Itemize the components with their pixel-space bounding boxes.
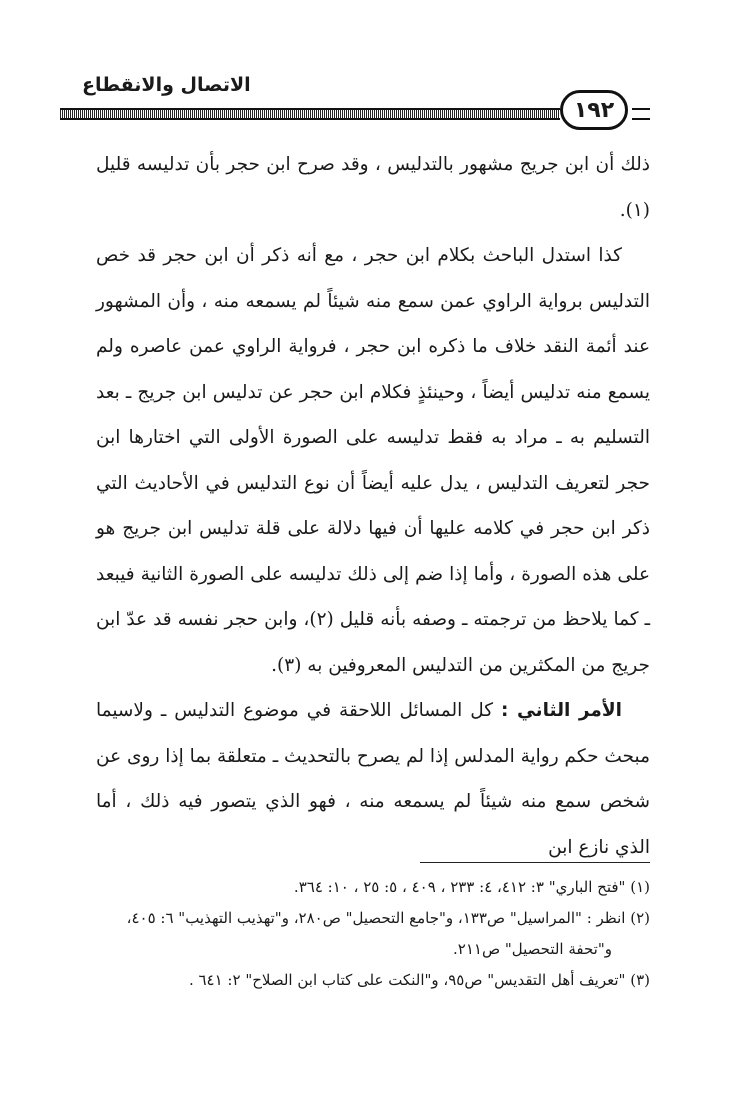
- footnote-3: (٣) "تعريف أهل التقديس" ص٩٥، و"النكت على كتاب ابن الصلاح" ٢: ٦٤١ .: [188, 971, 650, 989]
- term-label: الأمر الثاني :: [501, 700, 622, 721]
- main-text: [96, 142, 650, 870]
- footnote-2: (٢) انظر : "المراسيل" ص١٣٣، و"جامع التحصيل" ص٢٨٠، و"تهذيب التهذيب" ٦: ٤٠٥،: [126, 909, 650, 927]
- footnotes: [96, 872, 650, 996]
- page-number: ١٩٢: [560, 90, 628, 130]
- paragraph: كذا استدل الباحث بكلام ابن حجر ، مع أنه ذكر أن ابن حجر قد خص التدليس برواية الراوي عمن سمع منه شيئاً لم يسمعه منه ، وأن المشهور عند أئمة النقد خلاف ما ذكره ابن حجر ، فرواية الراوي عمن عاصره ولم يسمع منه تدليس أيضاً ، وحينئذٍ فكلام ابن حجر عن تدليس ابن جريج ـ بعد التسليم به ـ مراد به فقط تدليسه على الصورة الأولى التي اختارها ابن حجر لتعريف التدليس ، يدل عليه أيضاً أن نوع التدليس في الأحاديث التي ذكر ابن حجر في كلامه عليها أن فيها دلالة على قلة تدليس ابن جريج هو على هذه الصورة ، وأما إذا ضم إلى ذلك تدليسه على الصورة الثانية فيبعد ـ كما يلاحظ من ترجمته ـ وصفه بأنه قليل (٢)، وابن حجر نفسه قد عدّ ابن جريج من المكثرين من التدليس المعروفين به (٣).: [96, 245, 651, 676]
- footnote-separator: [420, 862, 650, 863]
- page-header: [60, 66, 650, 136]
- running-title: الاتصال والانقطاع: [82, 74, 251, 96]
- footnote-2-continuation: و"تحفة التحصيل" ص٢١١.: [453, 940, 612, 958]
- header-rule: [60, 108, 560, 120]
- header-rule-end: [632, 108, 650, 120]
- paragraph: ذلك أن ابن جريج مشهور بالتدليس ، وقد صرح ابن حجر بأن تدليسه قليل (١).: [96, 154, 650, 221]
- paragraph: [96, 688, 650, 870]
- paragraph-text: كل المسائل اللاحقة في موضوع التدليس ـ ولاسيما مبحث حكم رواية المدلس إذا لم يصرح بالتحديث ـ متعلقة بما إذا روى عن شخص سمع منه شيئاً لم يسمعه منه ، فهو الذي يتصور فيه ذلك ، أما الذي نازع ابن: [96, 700, 650, 858]
- footnote-1: (١) "فتح الباري" ٣: ٤١٢، ٤: ٢٣٣ ، ٤٠٩ ، ٥: ٢٥ ، ١٠: ٣٦٤.: [293, 878, 650, 896]
